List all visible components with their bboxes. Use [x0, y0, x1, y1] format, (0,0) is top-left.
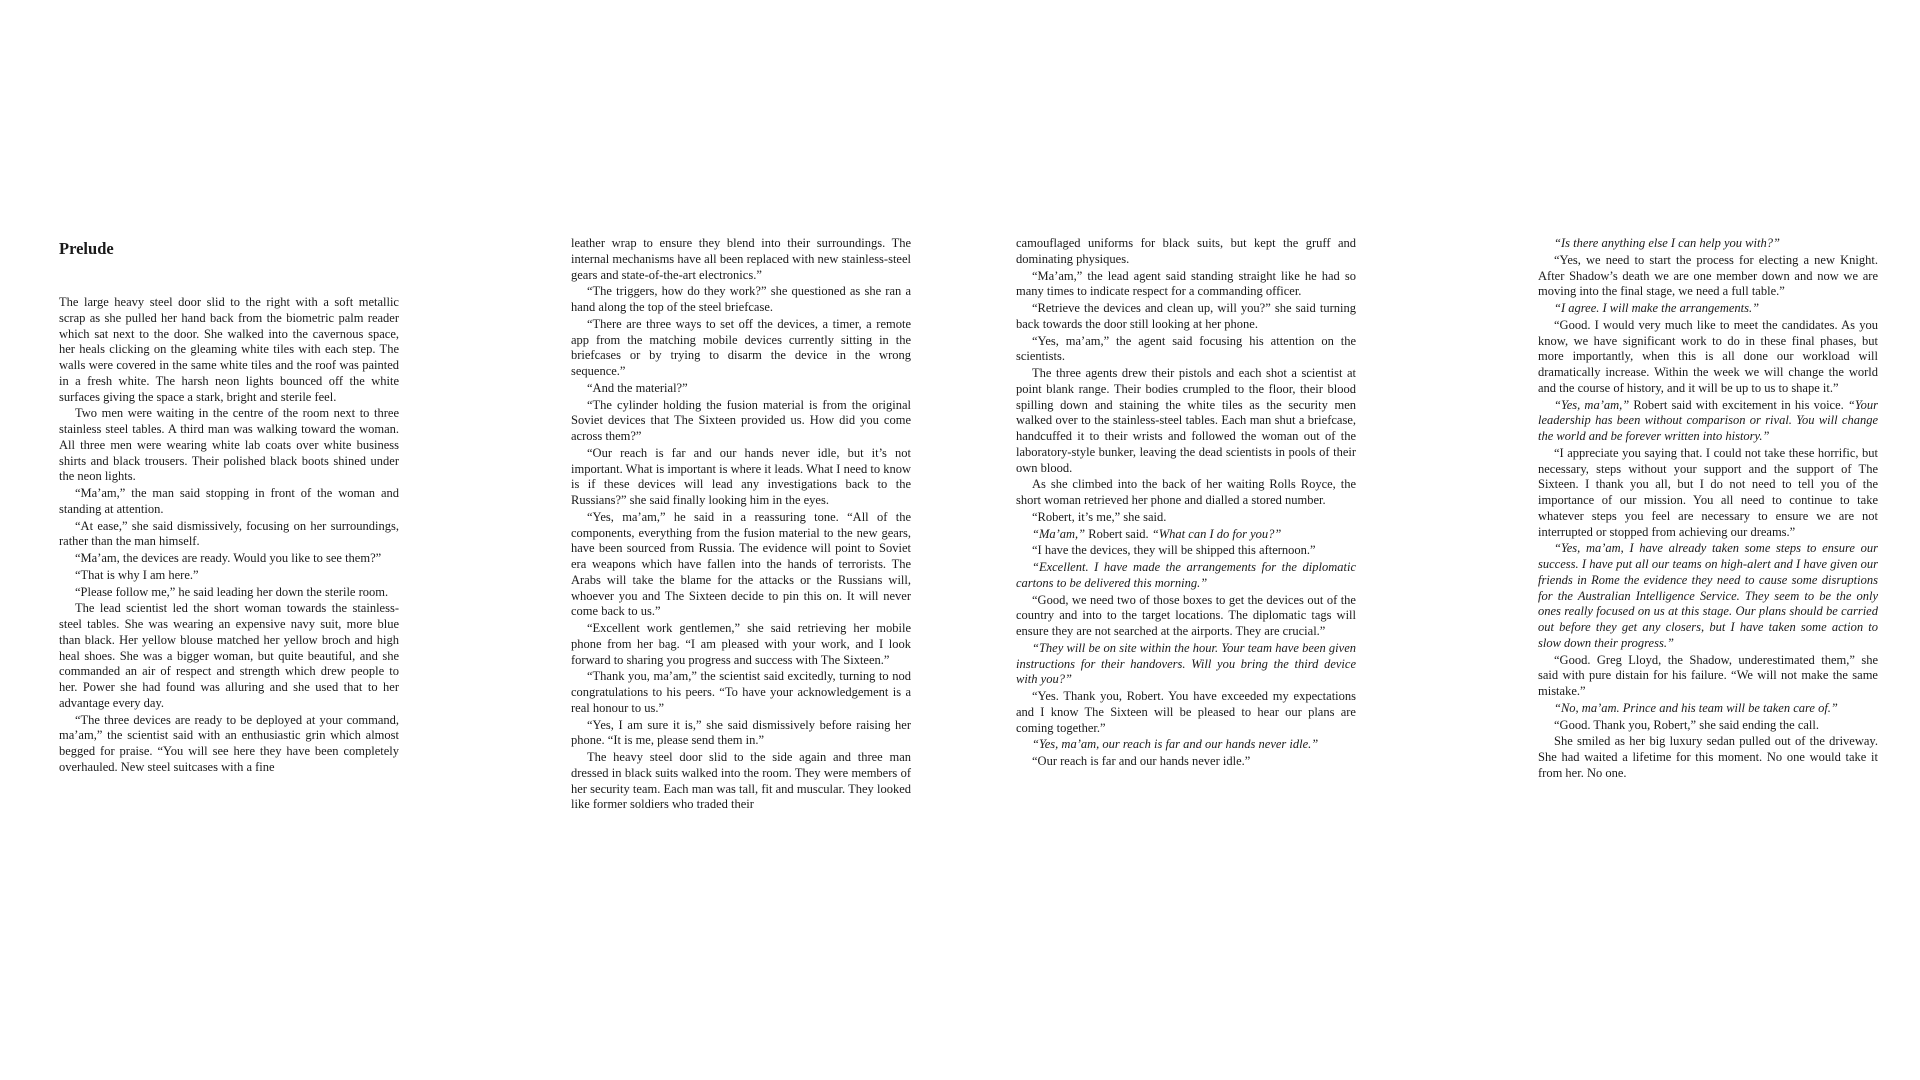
paragraph: “Yes, ma’am,” the agent said focusing his attention on the scientists. [1016, 333, 1356, 364]
paragraph [1016, 527, 1356, 543]
paragraph: “Yes, ma’am,” he said in a reassuring tone. “All of the components, everything from the fusion material to the new gears, have been sourced from Russia. The evidence will point to Soviet era weapons which have fallen into the hands of terrorists. The Arabs will take the blame for the attacks or the Russians will, whoever you and The Sixteen decide to pin this on. It will never come back to us.” [571, 509, 911, 619]
paragraph: “The cylinder holding the fusion material is from the original Soviet devices that The Sixteen provided us. How did you come across them?” [571, 397, 911, 443]
paragraph: “Yes, ma’am, our reach is far and our hands never idle.” [1032, 737, 1319, 752]
paragraph: The heavy steel door slid to the side again and three man dressed in black suits walked into the room. They were members of her security team. Each man was tall, fit and muscular. They looked like former soldiers who traded their [571, 750, 911, 812]
paragraph: camouflaged uniforms for black suits, but kept the gruff and dominating physiques. [1016, 236, 1356, 266]
paragraph: “Our reach is far and our hands never idle.” [1032, 754, 1251, 768]
paragraph: “Please follow me,” he said leading her down the sterile room. [75, 584, 389, 599]
chapter-title: Prelude [59, 239, 114, 258]
paragraph: As she climbed into the back of her waiting Rolls Royce, the short woman retrieved her phone and dialled a stored number. [1016, 477, 1356, 507]
paragraph: The large heavy steel door slid to the right with a soft metallic scrap as she pulled her hand back from the biometric palm reader which sat next to the door. She walked into the cavernous space, her heals clicking on the gleaming white tiles with each step. The walls were covered in the same white tiles and the roof was painted in a fresh white. The harsh neon lights bounced off the white surfaces giving the space a stark, bright and sterile feel. [59, 295, 399, 404]
paragraph: “Yes, we need to start the process for electing a new Knight. After Shadow’s death we are one member down and now we are moving into the final stage, we need a full table.” [1538, 252, 1878, 299]
paragraph: “They will be on site within the hour. Your team have been given instructions for their handovers. Will you bring the third device with you?” [1016, 640, 1356, 687]
column-body [1016, 236, 1356, 770]
paragraph: “I have the devices, they will be shipped this afternoon.” [1032, 543, 1316, 558]
paragraph: “Yes. Thank you, Robert. You have exceeded my expectations and I know The Sixteen will be pleased to hear our plans are coming together.” [1016, 689, 1356, 735]
paragraph-text: Robert said. [1085, 526, 1152, 541]
page-column-1 [59, 236, 399, 777]
paragraph: “Ma’am, the devices are ready. Would you like to see them?” [75, 551, 382, 565]
paragraph-italic-lead: “Ma’am,” [1032, 526, 1086, 541]
paragraph: “Robert, it’s me,” she said. [1032, 509, 1167, 524]
paragraph: “I agree. I will make the arrangements.” [1554, 301, 1760, 315]
paragraph: “Good. I would very much like to meet the candidates. As you know, we have significant work to do in these final phases, but more importantly, when this is all done our workload will dramatically increase. Within the week we will change the world and the course of history, and it will be up to us to shape it.” [1538, 317, 1878, 395]
column-body [571, 236, 911, 813]
page-column-4 [1538, 236, 1878, 783]
paragraph: “Good, we need two of those boxes to get the devices out of the country and into to the target locations. The diplomatic tags will ensure they are not searched at the airports. They are crucial.” [1016, 592, 1356, 638]
paragraph-italic-tail: “Your leadership has been without comparison or rival. You will change the world and be forever written into history.” [1538, 397, 1879, 443]
page-column-2 [571, 236, 911, 814]
paragraph: “Good. Thank you, Robert,” she said ending the call. [1554, 717, 1819, 732]
page-column-3 [1016, 236, 1356, 771]
paragraph: leather wrap to ensure they blend into their surroundings. The internal mechanisms have all been replaced with new stainless-steel gears and state-of-the-art electronics.” [571, 236, 911, 282]
paragraph: “Ma’am,” the lead agent said standing straight like he had so many times to indicate respect for a commanding officer. [1016, 268, 1356, 299]
paragraph: “No, ma’am. Prince and his team will be taken care of.” [1554, 700, 1838, 715]
paragraph: “The three devices are ready to be deployed at your command, ma’am,” the scientist said with an enthusiastic grin which almost begged for praise. “You will see here they have been completely overhauled. New steel suitcases with a fine [59, 712, 399, 774]
paragraph-text: Robert said with excitement in his voice. [1629, 397, 1848, 412]
paragraph-italic-lead: “Yes, ma’am,” [1554, 397, 1630, 412]
paragraph: Two men were waiting in the centre of the room next to three stainless steel tables. A third man was walking toward the woman. All three men were wearing white lab coats over white business shirts and black trousers. Their polished black boots shined under the neon lights. [59, 406, 399, 484]
paragraph-italic-tail: “What can I do for you?” [1151, 526, 1282, 541]
paragraph: “Thank you, ma’am,” the scientist said excitedly, turning to nod congratulations to his peers. “To have your acknowledgement is a real honour to us.” [571, 669, 911, 715]
paragraph: “I appreciate you saying that. I could not take these horrific, but necessary, steps without your support and the support of The Sixteen. I thank you all, but I do not need to tell you of the importance of our mission. You all need to continue to take whatever steps you feel are necessary to ensure we are not interrupted or stopped from achieving our dreams.” [1538, 445, 1878, 539]
paragraph: “Good. Greg Lloyd, the Shadow, underestimated them,” she said with pure distain for his failure. “We will not make the same mistake.” [1538, 652, 1878, 698]
paragraph: The lead scientist led the short woman towards the stainless-steel tables. She was wearing an expensive navy suit, more blue than black. Her yellow blouse matched her yellow broch and high heal shoes. She was a bigger woman, but quite beautiful, and she commanded an air of respect and strength which drew people to her. Power she had found was alluring and she used that to her advantage every day. [59, 601, 399, 710]
paragraph: The three agents drew their pistols and each shot a scientist at point blank range. Their bodies crumpled to the floor, their blood spilling down and staining the white tiles as the security men walked over to the stainless-steel tables. Each man shut a briefcase, handcuffed it to their wrists and followed the woman out of the laboratory-style bunker, leaving the dead scientists in pools of their own blood. [1016, 366, 1356, 475]
paragraph: “The triggers, how do they work?” she questioned as she ran a hand along the top of the steel briefcase. [571, 284, 911, 314]
paragraph: “Retrieve the devices and clean up, will you?” she said turning back towards the door still looking at her phone. [1016, 301, 1356, 331]
paragraph: “Excellent work gentlemen,” she said retrieving her mobile phone from her bag. “I am pleased with your work, and I look forward to sharing you progress and success with The Sixteen.” [571, 621, 911, 667]
paragraph: “Our reach is far and our hands never idle, but it’s not important. What is important is where it leads. What I need to know is if these devices will lead any investigations back to the Russians?” she said finally looking him in the eyes. [571, 445, 911, 507]
paragraph: “Ma’am,” the man said stopping in front of the woman and standing at attention. [59, 486, 399, 516]
column-body [59, 295, 399, 776]
paragraph [1538, 398, 1878, 445]
paragraph: “That is why I am here.” [75, 567, 199, 582]
paragraph: “At ease,” she said dismissively, focusing on her surroundings, rather than the man himself. [59, 518, 399, 549]
paragraph: “There are three ways to set off the devices, a timer, a remote app from the matching mobile devices currently sitting in the briefcases or by trying to disarm the device in the wrong sequence.” [571, 316, 911, 378]
paragraph: “Yes, ma’am, I have already taken some steps to ensure our success. I have put all our teams on high-alert and I have given our friends in Rome the evidence they need to cause some disruptions for the Australian Intelligence Service. They seem to be the only ones really focused on us at this stage. Our plans should be carried out before they get any closers, but I have taken some action to slow down their progress.” [1538, 541, 1878, 650]
paragraph: “Yes, I am sure it is,” she said dismissively before raising her phone. “It is me, please send them in.” [571, 717, 911, 748]
paragraph: “Is there anything else I can help you with?” [1554, 236, 1780, 250]
paragraph: “Excellent. I have made the arrangements for the diplomatic cartons to be delivered this morning.” [1016, 560, 1356, 590]
column-body [1538, 236, 1878, 782]
paragraph: “And the material?” [587, 380, 688, 395]
paragraph: She smiled as her big luxury sedan pulled out of the driveway. She had waited a lifetime for this moment. No one would take it from her. No one. [1538, 734, 1878, 780]
